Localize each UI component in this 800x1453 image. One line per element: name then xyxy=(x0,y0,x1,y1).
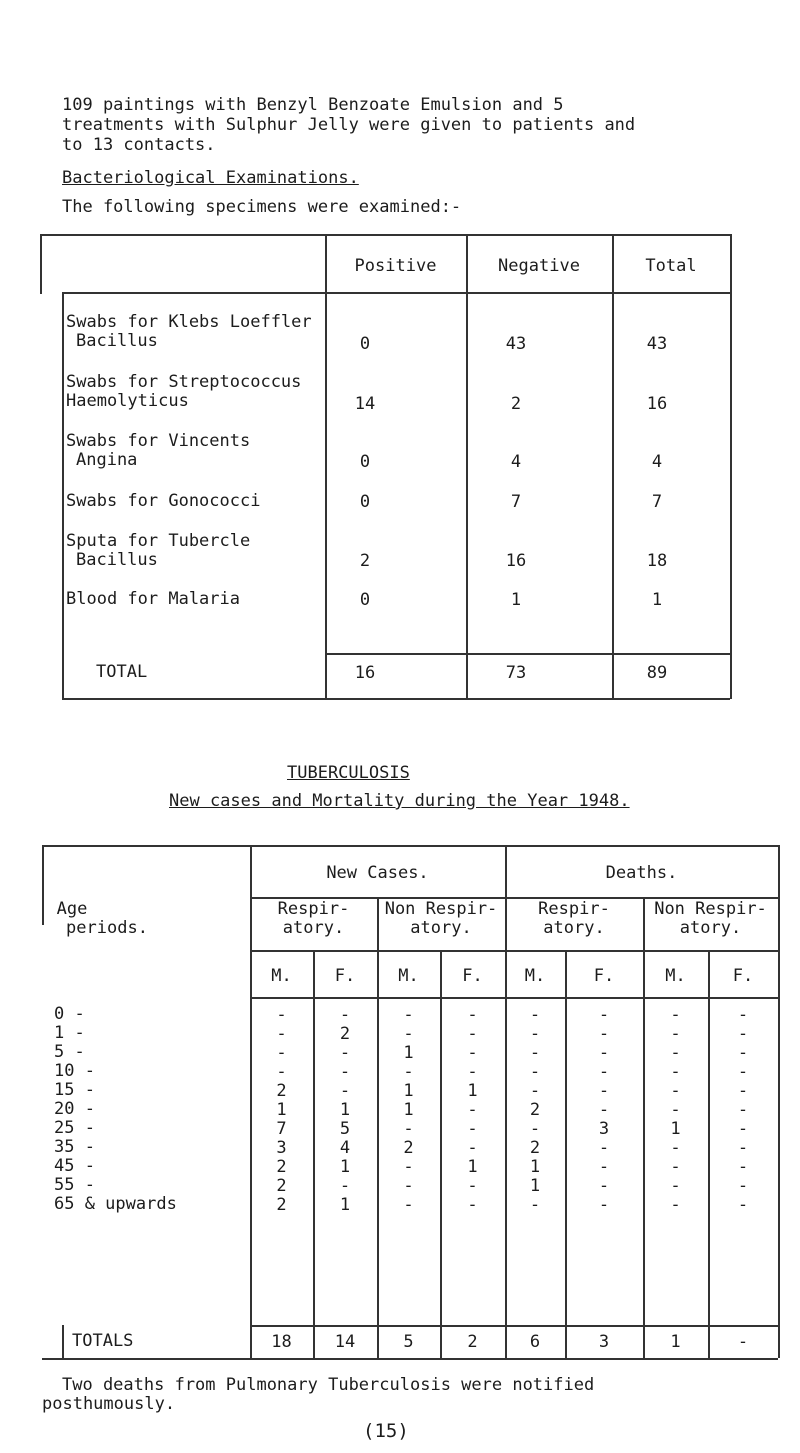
cell-positive: 14 xyxy=(354,394,376,414)
tb-total-cell: 18 xyxy=(271,1332,292,1352)
tb-cell: - xyxy=(737,1195,749,1215)
tb-age-header: Age xyxy=(56,899,88,919)
tb-resp-header: Respir- xyxy=(277,899,350,919)
footer-note: Two deaths from Pulmonary Tuberculosis were notified xyxy=(62,1375,595,1395)
tb-total-cell: - xyxy=(737,1332,749,1352)
tb-cell: - xyxy=(598,1043,610,1063)
row-label: Bacillus xyxy=(76,550,158,570)
tb-cell: 2 xyxy=(339,1024,351,1044)
tb-cell: 1 xyxy=(339,1100,351,1120)
cell-total: 43 xyxy=(646,334,668,354)
tb-cell: 2 xyxy=(529,1138,541,1158)
tb-cell: - xyxy=(339,1176,351,1196)
tb-sex-label: M. xyxy=(665,966,686,986)
tb-cell: - xyxy=(598,1176,610,1196)
tb-cell: - xyxy=(598,1062,610,1082)
cell-positive: 0 xyxy=(359,590,371,610)
tb-cell: - xyxy=(670,1062,681,1082)
tb-cell: - xyxy=(737,1005,749,1025)
tb-total-cell: 5 xyxy=(403,1332,414,1352)
tb-cell: - xyxy=(670,1176,681,1196)
row-label: Blood for Malaria xyxy=(66,589,240,609)
tb-total-cell: 14 xyxy=(334,1332,356,1352)
tb-cell: 1 xyxy=(403,1081,414,1101)
tb-cell: - xyxy=(670,1005,681,1025)
col-total: Total xyxy=(645,256,697,276)
tb-cell: 2 xyxy=(529,1100,541,1120)
tb-cell: 1 xyxy=(529,1157,541,1177)
tb-cell: - xyxy=(670,1138,681,1158)
tb-age-label: 55 - xyxy=(54,1175,95,1195)
tb-age-label: 0 - xyxy=(54,1004,85,1024)
tb-cell: - xyxy=(670,1024,681,1044)
tb-cell: - xyxy=(403,1119,414,1139)
tb-cell: - xyxy=(737,1081,749,1101)
tb-total-cell: 2 xyxy=(467,1332,478,1352)
tb-cell: - xyxy=(403,1157,414,1177)
tb-cell: - xyxy=(598,1100,610,1120)
tb-age-label: 15 - xyxy=(54,1080,95,1100)
tb-subtitle: New cases and Mortality during the Year 1948. xyxy=(169,791,630,811)
tb-total-cell: 6 xyxy=(529,1332,541,1352)
tb-cell: - xyxy=(403,1024,414,1044)
tb-cell: - xyxy=(598,1024,610,1044)
tb-cell: - xyxy=(670,1100,681,1120)
tb-cell: - xyxy=(529,1081,541,1101)
cell-negative: 7 xyxy=(510,492,522,512)
cell-total: 1 xyxy=(651,590,663,610)
tb-age-header: periods. xyxy=(66,918,148,938)
tb-cell: 1 xyxy=(339,1157,351,1177)
tb-cell: 2 xyxy=(276,1176,287,1196)
tb-resp-header: atory. xyxy=(282,918,345,938)
tb-cell: - xyxy=(403,1176,414,1196)
tb-cell: - xyxy=(339,1081,351,1101)
tb-cell: - xyxy=(467,1043,478,1063)
tb-sex-label: M. xyxy=(524,966,546,986)
tb-sex-label: F. xyxy=(593,966,615,986)
tb-cell: - xyxy=(403,1195,414,1215)
tb-cell: 2 xyxy=(276,1195,287,1215)
tb-cell: - xyxy=(403,1005,414,1025)
tb-cell: - xyxy=(670,1081,681,1101)
tb-sex-label: F. xyxy=(732,966,754,986)
tb-cell: - xyxy=(467,1119,478,1139)
tb-cell: - xyxy=(737,1138,749,1158)
row-label: Sputa for Tubercle xyxy=(66,531,251,551)
cell-positive: 0 xyxy=(359,334,371,354)
tb-cell: 1 xyxy=(529,1176,541,1196)
tb-cell: - xyxy=(529,1024,541,1044)
cell-negative: 16 xyxy=(505,551,527,571)
tb-total-cell: 3 xyxy=(598,1332,610,1352)
row-label: Swabs for Klebs Loeffler xyxy=(66,312,312,332)
tb-new-cases-header: New Cases. xyxy=(326,863,429,883)
cell-total: 4 xyxy=(651,452,663,472)
tb-sex-label: F. xyxy=(334,966,356,986)
tb-cell: - xyxy=(529,1062,541,1082)
tb-cell: - xyxy=(403,1062,414,1082)
tb-cell: - xyxy=(670,1195,681,1215)
tb-cell: - xyxy=(737,1024,749,1044)
tb-cell: - xyxy=(598,1138,610,1158)
bacteriological-heading: Bacteriological Examinations. xyxy=(62,168,359,188)
total-label: TOTAL xyxy=(96,662,148,682)
tb-cell: 2 xyxy=(276,1157,287,1177)
tb-nonresp-header: atory. xyxy=(410,918,472,938)
tb-sex-label: F. xyxy=(462,966,483,986)
tb-cell: 1 xyxy=(467,1157,478,1177)
cell-total: 16 xyxy=(646,394,668,414)
total-positive: 16 xyxy=(354,663,376,683)
tb-cell: - xyxy=(276,1043,287,1063)
row-label: Angina xyxy=(76,450,138,470)
tb-age-label: 10 - xyxy=(54,1061,95,1081)
tb-age-label: 1 - xyxy=(54,1023,85,1043)
tb-cell: - xyxy=(467,1176,478,1196)
cell-negative: 2 xyxy=(510,394,522,414)
tb-cell: - xyxy=(737,1176,749,1196)
tb-cell: - xyxy=(276,1005,287,1025)
tb-cell: - xyxy=(467,1005,478,1025)
cell-total: 7 xyxy=(651,492,663,512)
tb-cell: - xyxy=(737,1100,749,1120)
row-label: Swabs for Vincents xyxy=(66,431,251,451)
tb-totals-label: TOTALS xyxy=(72,1331,134,1351)
cell-negative: 4 xyxy=(510,452,522,472)
tb-cell: - xyxy=(598,1195,610,1215)
tb-nonresp-header: Non Respir- xyxy=(384,899,498,919)
tb-deaths-nonresp-header: Non Respir- xyxy=(654,899,767,919)
row-label: Swabs for Gonococci xyxy=(66,491,261,511)
total-total: 89 xyxy=(646,663,668,683)
tb-age-label: 25 - xyxy=(54,1118,95,1138)
tb-cell: - xyxy=(529,1195,541,1215)
row-label: Bacillus xyxy=(76,331,158,351)
tb-cell: 2 xyxy=(403,1138,414,1158)
tb-cell: - xyxy=(529,1043,541,1063)
tb-cell: - xyxy=(670,1043,681,1063)
tb-title: TUBERCULOSIS xyxy=(287,763,410,783)
tb-age-label: 45 - xyxy=(54,1156,95,1176)
tb-cell: - xyxy=(598,1081,610,1101)
tb-cell: - xyxy=(529,1005,541,1025)
col-positive: Positive xyxy=(354,256,437,276)
tb-cell: 1 xyxy=(339,1195,351,1215)
tb-cell: - xyxy=(339,1062,351,1082)
specimens-intro: The following specimens were examined:- xyxy=(62,197,462,217)
tb-cell: - xyxy=(737,1119,749,1139)
tb-deaths-header: Deaths. xyxy=(605,863,678,883)
tb-cell: 3 xyxy=(598,1119,610,1139)
tb-sex-label: M. xyxy=(398,966,419,986)
tb-cell: - xyxy=(467,1062,478,1082)
tb-cell: - xyxy=(339,1005,351,1025)
tb-cell: - xyxy=(339,1043,351,1063)
page-number: (15) xyxy=(363,1420,409,1442)
tb-age-label: 65 & upwards xyxy=(54,1194,177,1214)
tb-cell: 1 xyxy=(403,1100,414,1120)
tb-deaths-nonresp-header: atory. xyxy=(679,918,742,938)
tb-cell: 2 xyxy=(276,1081,287,1101)
tb-cell: - xyxy=(276,1024,287,1044)
tb-cell: - xyxy=(467,1138,478,1158)
tb-cell: 1 xyxy=(467,1081,478,1101)
cell-negative: 43 xyxy=(505,334,527,354)
row-label: Swabs for Streptococcus xyxy=(66,372,302,392)
total-negative: 73 xyxy=(505,663,527,683)
tb-cell: - xyxy=(737,1043,749,1063)
row-label: Haemolyticus xyxy=(66,391,189,411)
tb-age-label: 20 - xyxy=(54,1099,95,1119)
intro-line-2: treatments with Sulphur Jelly were given to patients and xyxy=(62,115,636,135)
tb-cell: 1 xyxy=(403,1043,414,1063)
tb-cell: 7 xyxy=(276,1119,287,1139)
tb-cell: 5 xyxy=(339,1119,351,1139)
intro-line-1: 109 paintings with Benzyl Benzoate Emulsion and 5 xyxy=(62,95,564,115)
cell-positive: 0 xyxy=(359,452,371,472)
tb-cell: - xyxy=(598,1005,610,1025)
tb-deaths-resp-header: Respir- xyxy=(538,899,610,919)
tb-cell: 4 xyxy=(339,1138,351,1158)
intro-line-3: to 13 contacts. xyxy=(62,135,216,155)
tb-deaths-resp-header: atory. xyxy=(543,918,605,938)
tb-age-label: 35 - xyxy=(54,1137,95,1157)
tb-cell: - xyxy=(467,1024,478,1044)
tb-cell: - xyxy=(276,1062,287,1082)
cell-positive: 0 xyxy=(359,492,371,512)
tb-cell: - xyxy=(737,1157,749,1177)
tb-cell: - xyxy=(529,1119,541,1139)
cell-total: 18 xyxy=(646,551,668,571)
tb-cell: - xyxy=(467,1195,478,1215)
tb-total-cell: 1 xyxy=(670,1332,681,1352)
cell-positive: 2 xyxy=(359,551,371,571)
tb-cell: - xyxy=(670,1157,681,1177)
col-negative: Negative xyxy=(498,256,580,276)
footer-note: posthumously. xyxy=(42,1394,176,1414)
tb-sex-label: M. xyxy=(271,966,292,986)
tb-age-label: 5 - xyxy=(54,1042,85,1062)
tb-cell: 1 xyxy=(276,1100,287,1120)
cell-negative: 1 xyxy=(510,590,522,610)
tb-cell: 3 xyxy=(276,1138,287,1158)
tb-cell: - xyxy=(467,1100,478,1120)
tb-cell: - xyxy=(598,1157,610,1177)
tb-cell: 1 xyxy=(670,1119,681,1139)
tb-cell: - xyxy=(737,1062,749,1082)
